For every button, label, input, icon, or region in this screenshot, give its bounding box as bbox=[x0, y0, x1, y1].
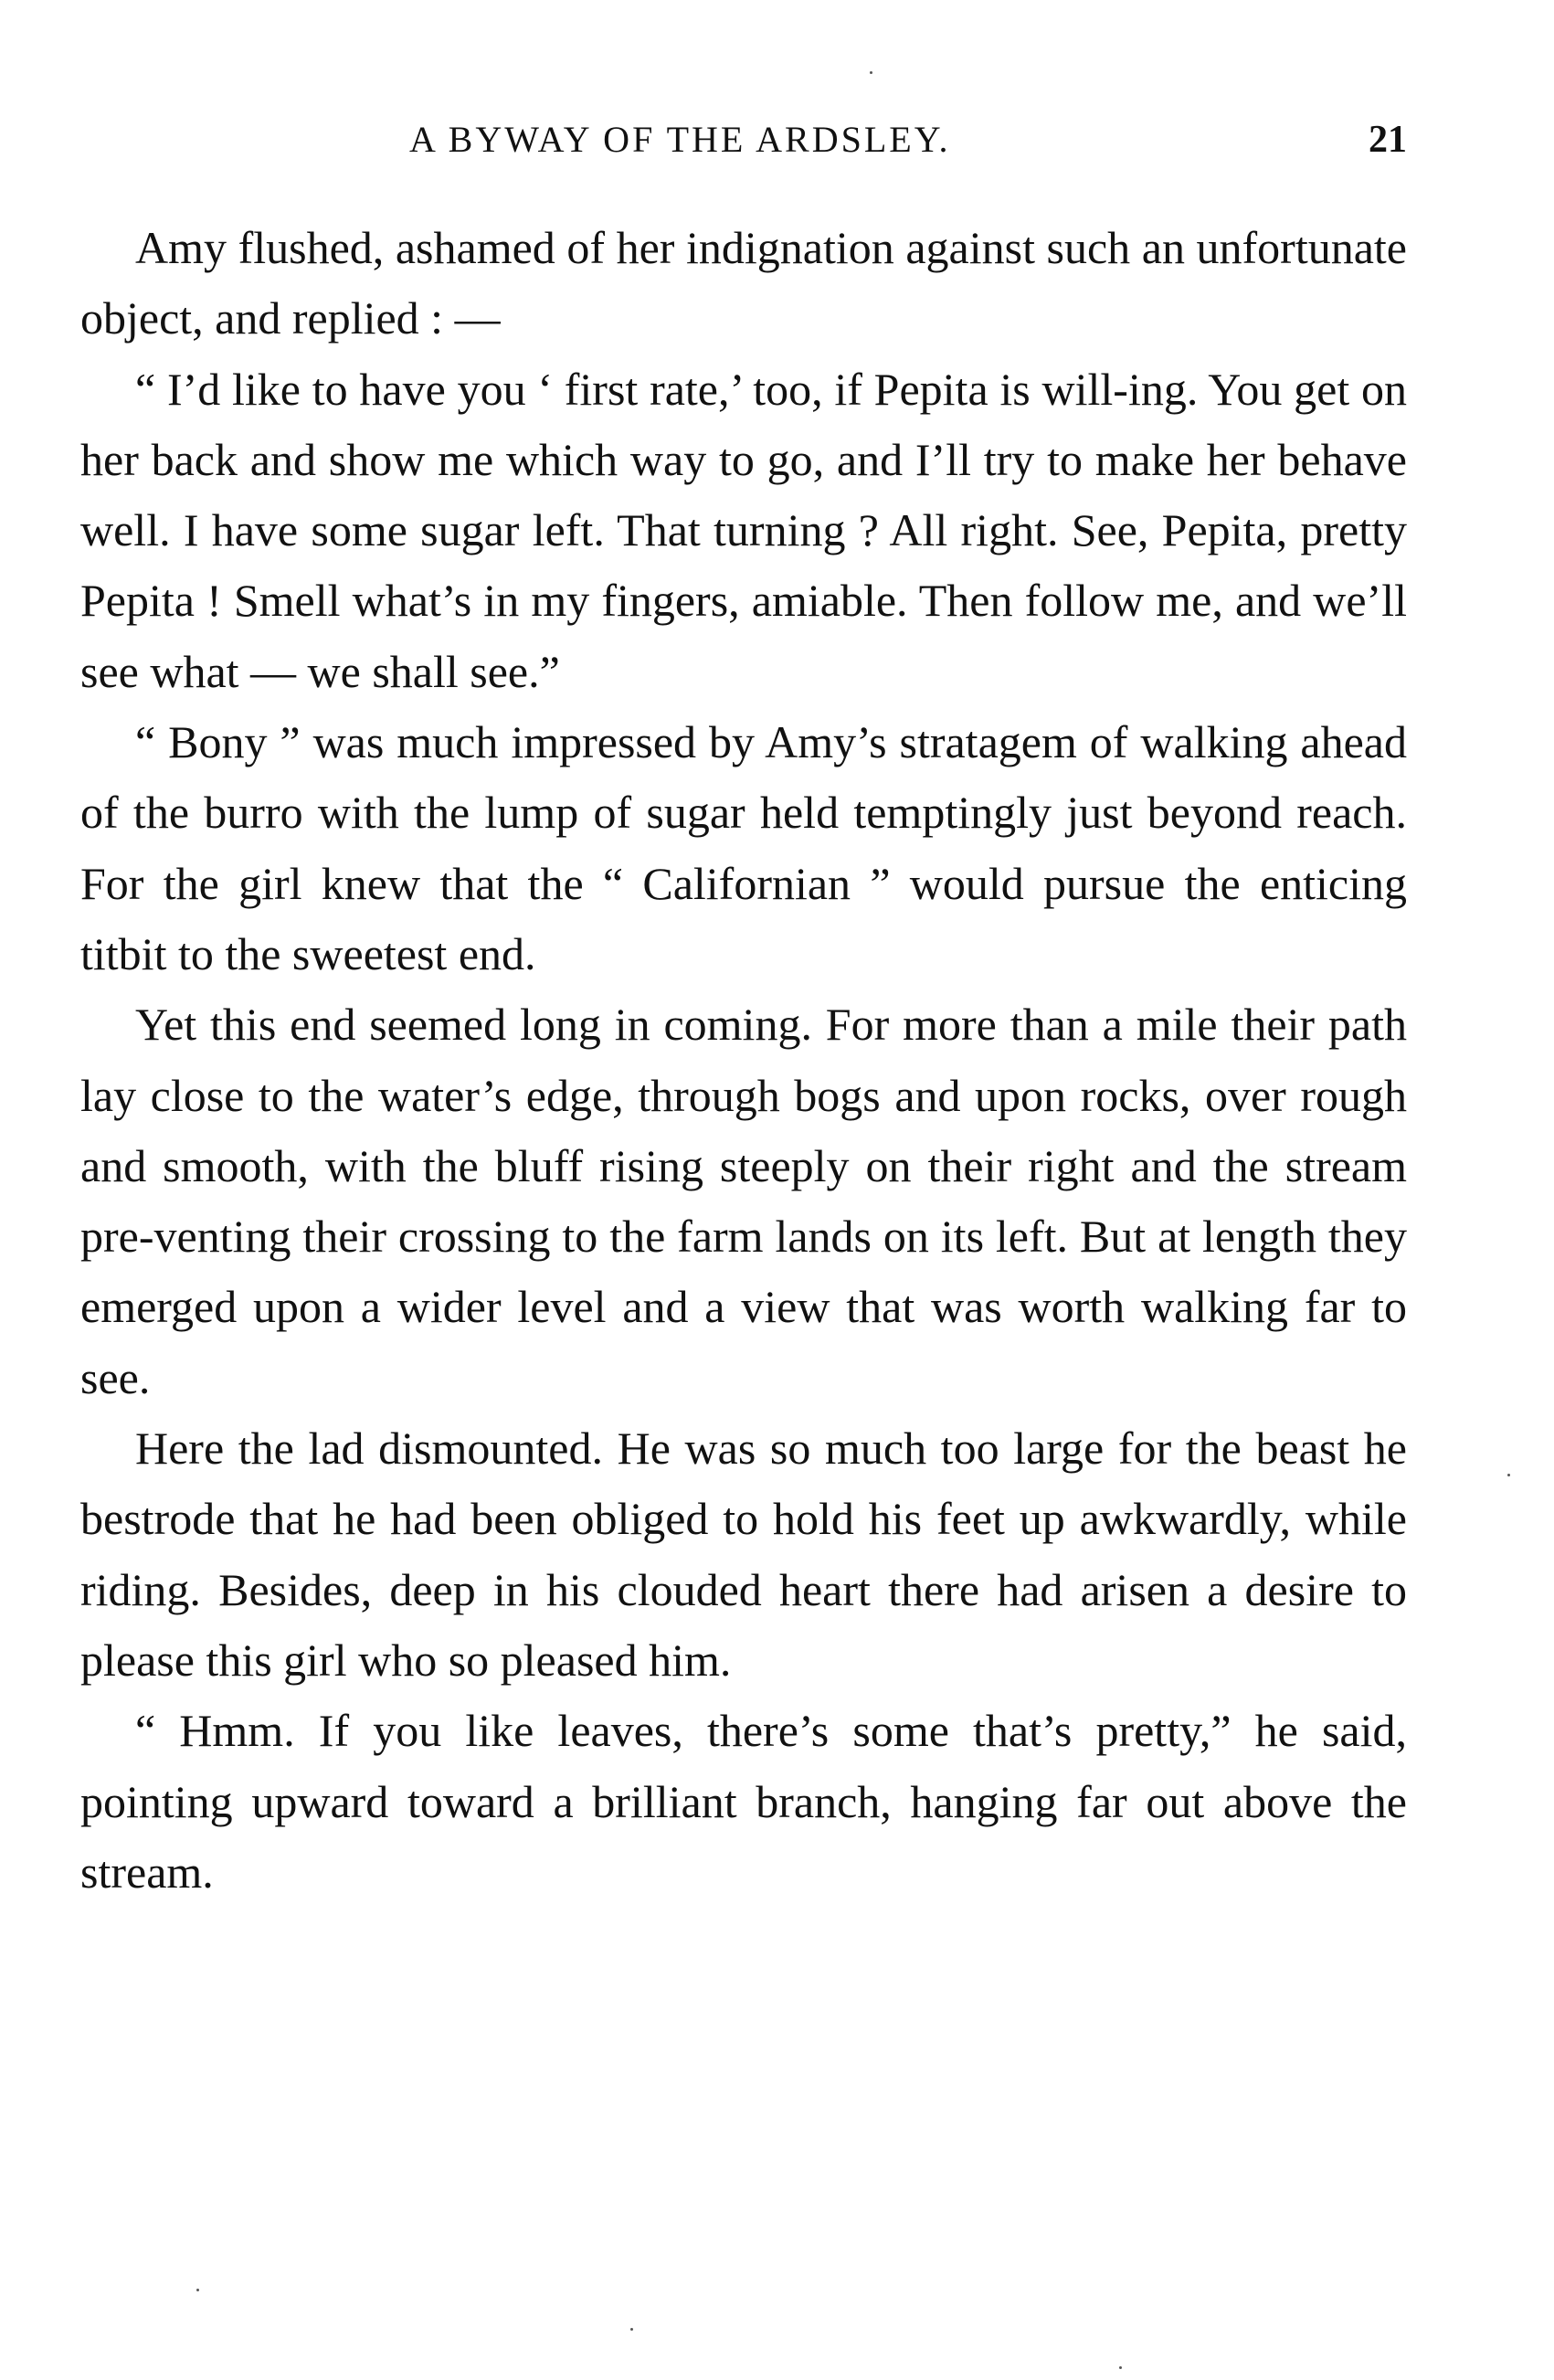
paragraph: “ Hmm. If you like leaves, there’s some that’s pretty,” he said, pointing upward toward a brilliant branch, hanging far out above the stream. bbox=[80, 1705, 1407, 1898]
scan-speck bbox=[1507, 1474, 1510, 1476]
book-page bbox=[80, 108, 1407, 1908]
page-number: 21 bbox=[1369, 119, 1407, 161]
paragraph: “ I’d like to have you ‘ first rate,’ too, if Pepita is will-ing. You get on her back and show me which way to go, and I’ll try to make her behave well. I have some sugar left. That turning ? All right. See, Pepita, pretty Pepita ! Smell what’s in my fingers, amiable. Then follow me, and we’ll see what — we shall see.” bbox=[80, 363, 1407, 697]
paragraph: “ Bony ” was much impressed by Amy’s stratagem of walking ahead of the burro with the lump of sugar held temptingly just beyond reach. For the girl knew that the “ Californian ” would pursue the enticing titbit to the sweetest end. bbox=[80, 716, 1407, 979]
scan-speck bbox=[1119, 2366, 1122, 2369]
paragraph: Amy flushed, ashamed of her indignation against such an unfortunate object, and replied : — bbox=[80, 222, 1407, 344]
paragraph: Yet this end seemed long in coming. For more than a mile their path lay close to the water’s edge, through bogs and upon rocks, over rough and smooth, with the bluff rising steeply on their right and the stream pre-venting their crossing to the farm lands on its left. But at length they emerged upon a wider level and a view that was worth walking far to see. bbox=[80, 999, 1407, 1403]
paragraph: Here the lad dismounted. He was so much too large for the beast he bestrode that he had been obliged to hold his feet up awkwardly, while riding. Besides, deep in his clouded heart there had arisen a desire to please this girl who so pleased him. bbox=[80, 1423, 1407, 1686]
scan-speck bbox=[196, 2289, 199, 2291]
scan-speck bbox=[870, 71, 872, 74]
scan-speck bbox=[630, 2328, 633, 2331]
running-title: A BYWAY OF THE ARDSLEY. bbox=[409, 119, 951, 160]
running-head bbox=[80, 108, 1407, 172]
body-text bbox=[80, 213, 1407, 1908]
